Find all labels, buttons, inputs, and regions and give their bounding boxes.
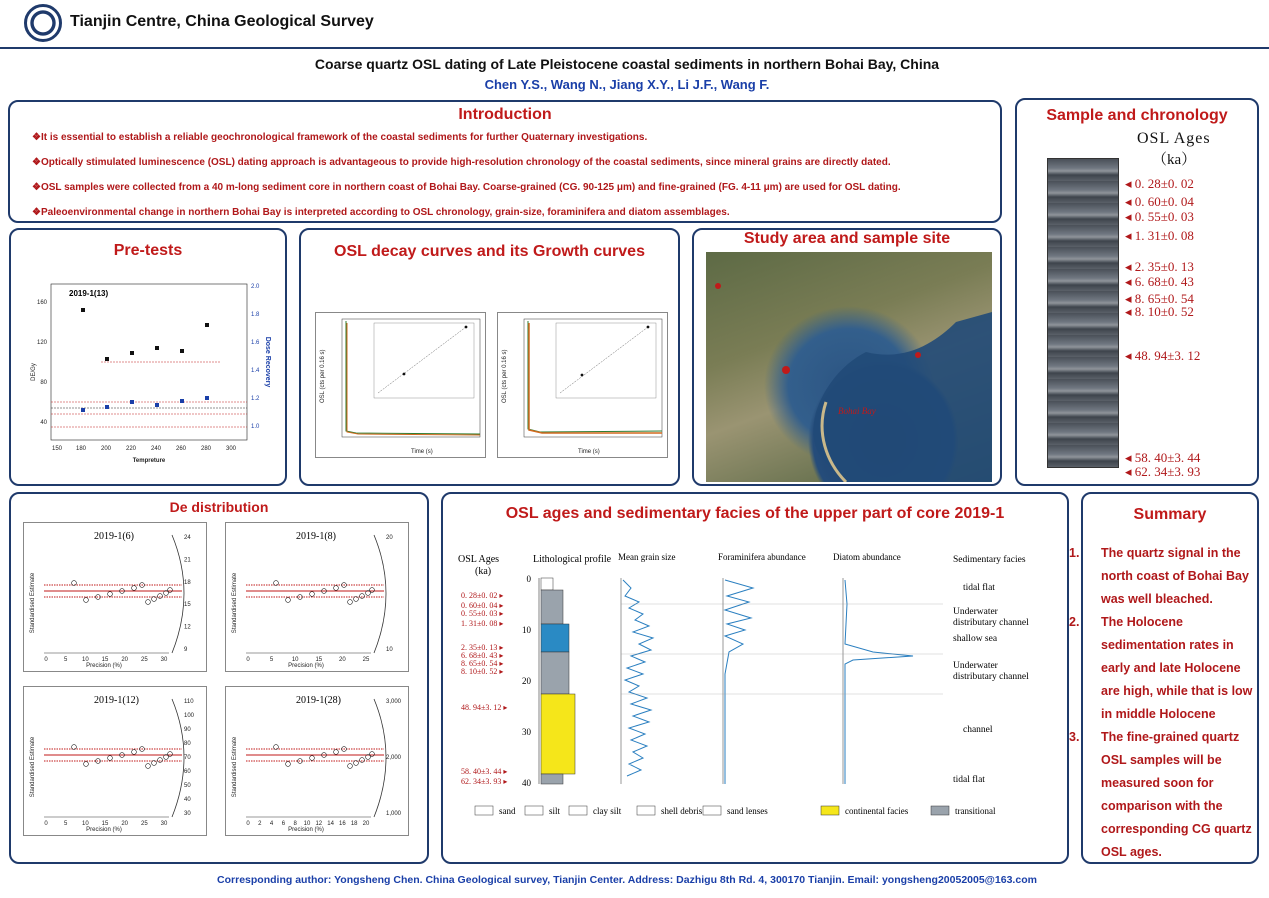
pretests-ylabel: DE/Gy bbox=[31, 363, 37, 381]
pretests-xlabel: Tempreture bbox=[132, 458, 166, 464]
pretests-xtick: 240 bbox=[150, 446, 162, 452]
radial-plot-xtick: 15 bbox=[101, 657, 109, 663]
legend-swatch bbox=[637, 806, 655, 815]
depth-tick: 30 bbox=[522, 727, 531, 737]
recovery-point bbox=[105, 405, 109, 409]
pretests-y2tick: 1.6 bbox=[251, 340, 260, 346]
depth-tick: 0 bbox=[526, 574, 531, 584]
radial-plot-rtick: 70 bbox=[184, 755, 191, 761]
radial-plot-xtick: 15 bbox=[315, 657, 323, 663]
pretests-ytick: 80 bbox=[40, 380, 47, 386]
sample-age: ◂ 6. 68±0. 43 bbox=[1125, 274, 1194, 289]
radial-plot-xtick: 25 bbox=[362, 657, 370, 663]
authors: Chen Y.S., Wang N., Jiang X.Y., Li J.F., Wang F. bbox=[484, 77, 770, 92]
de-circle bbox=[84, 762, 89, 767]
facies-col-grain: Mean grain size bbox=[618, 552, 676, 562]
recovery-point bbox=[81, 408, 85, 412]
sample-age: ◂ 8. 65±0. 54 bbox=[1125, 291, 1194, 306]
radial-plot-xtick: 30 bbox=[160, 657, 168, 663]
org-name: Tianjin Centre, China Geological Survey bbox=[70, 13, 374, 30]
depth-tick: 20 bbox=[522, 676, 531, 686]
pretests-xtick: 300 bbox=[225, 446, 237, 452]
radial-plot-rtick: 20 bbox=[386, 535, 393, 541]
pretests-y2tick: 2.0 bbox=[251, 284, 260, 290]
radial-plot-xtick: 16 bbox=[339, 821, 346, 827]
radial-plot-xtick: 6 bbox=[281, 821, 286, 827]
recovery-point bbox=[130, 400, 134, 404]
depth-tick: 10 bbox=[522, 625, 531, 635]
facies-age: 48. 94±3. 12 ▸ bbox=[461, 703, 508, 712]
pretests-title: Pre-tests bbox=[113, 242, 183, 259]
pretests-xtick: 180 bbox=[75, 446, 87, 452]
pretests-xtick: 220 bbox=[125, 446, 137, 452]
legend-swatch bbox=[475, 806, 493, 815]
decay-ylabel-1: OSL (cts per 0.16 s) bbox=[320, 349, 326, 403]
intro-item: ❖OSL samples were collected from a 40 m-long sediment core in northern coast of Bohai Bay. Coarse-grained (CG. 90-125 μm) and fine-grained (FG. 4-11 μm) are used for OSL dating. bbox=[32, 182, 901, 193]
sample-age: ◂ 2. 35±0. 13 bbox=[1125, 259, 1194, 274]
de-circle bbox=[348, 600, 353, 605]
radial-plot-title: 2019-1(6) bbox=[94, 531, 134, 542]
radial-plot-xtick: 20 bbox=[339, 657, 346, 663]
decay-figure-1 bbox=[315, 312, 486, 458]
de-circle bbox=[348, 764, 353, 769]
facies-label: tidal flat bbox=[963, 583, 995, 593]
facies-label: Underwater distributary channel bbox=[953, 661, 1029, 682]
radial-plot-xtick: 10 bbox=[81, 657, 89, 663]
pretests-ytick: 120 bbox=[36, 340, 47, 346]
intro-item: ❖Paleoenvironmental change in northern Bohai Bay is interpreted according to OSL chronology, grain-size, foraminifera and diatom assemblages. bbox=[32, 207, 730, 218]
radial-plot bbox=[225, 686, 409, 836]
poster-title: Coarse quartz OSL dating of Late Pleistocene coastal sediments in northern Bohai Bay, China bbox=[314, 56, 940, 72]
radial-plot-rtick: 60 bbox=[184, 769, 191, 775]
legend-swatch bbox=[525, 806, 543, 815]
radial-plot-ylabel: Standardised Estimate bbox=[232, 572, 238, 634]
intro-item: ❖It is essential to establish a reliable geochronological framework of the coastal sediments for further Quaternary investigations. bbox=[32, 132, 648, 143]
radial-plot-xtick: 5 bbox=[269, 657, 274, 663]
radial-plot-rtick: 100 bbox=[184, 713, 195, 719]
de-point bbox=[130, 351, 134, 355]
radial-plot-rtick: 1,000 bbox=[386, 811, 402, 817]
legend-swatch bbox=[931, 806, 949, 815]
facies-label: channel bbox=[963, 725, 993, 735]
radial-plot-rtick: 15 bbox=[184, 602, 191, 609]
facies-age: 62. 34±3. 93 ▸ bbox=[461, 777, 508, 786]
radial-plot-xtick: 5 bbox=[63, 821, 68, 827]
radial-plot-xtick: 15 bbox=[101, 821, 109, 827]
de-point bbox=[180, 349, 184, 353]
facies-col-diatom: Diatom abundance bbox=[833, 552, 901, 562]
legend-label: continental facies bbox=[845, 806, 909, 816]
facies-age: 6. 68±0. 43 ▸ bbox=[461, 651, 504, 660]
radial-plot-rtick: 50 bbox=[184, 783, 191, 789]
facies-age: 1. 31±0. 08 ▸ bbox=[461, 619, 504, 628]
de-point bbox=[105, 357, 109, 361]
facies-age: 2. 35±0. 13 ▸ bbox=[461, 643, 504, 652]
radial-plot-xtick: 2 bbox=[258, 821, 262, 827]
de-circle bbox=[132, 750, 137, 755]
sample-age: ◂ 0. 55±0. 03 bbox=[1125, 209, 1194, 224]
sample-age: ◂ 1. 31±0. 08 bbox=[1125, 228, 1194, 243]
de-circle bbox=[370, 752, 375, 757]
pretests-y2label: Dose Recovery bbox=[264, 336, 271, 388]
sample-age: ◂ 0. 28±0. 02 bbox=[1125, 176, 1194, 191]
header-divider bbox=[0, 47, 1269, 49]
sample-panel bbox=[1015, 98, 1259, 486]
pretests-ytick: 160 bbox=[36, 300, 47, 306]
ages-title: OSL Ages bbox=[1137, 130, 1211, 147]
radial-plot-title: 2019-1(12) bbox=[94, 695, 139, 706]
study-panel bbox=[692, 228, 1002, 486]
facies-label: tidal flat bbox=[953, 775, 985, 785]
footer-contact: Corresponding author: Yongsheng Chen. China Geological survey, Tianjin Center. Address: Dazhigu 8th Rd. 4, 300170 Tianjin. Email: yongsheng20052005@163.com bbox=[217, 874, 1037, 886]
summary-panel bbox=[1069, 492, 1259, 864]
pretests-chart bbox=[23, 272, 279, 468]
radial-plot-xtick: 20 bbox=[362, 821, 370, 827]
sample-age: ◂ 62. 34±3. 93 bbox=[1125, 464, 1201, 479]
radial-plot-title: 2019-1(28) bbox=[296, 695, 341, 706]
facies-age: 0. 28±0. 02 ▸ bbox=[461, 591, 504, 600]
radial-plot-rtick: 3,000 bbox=[386, 699, 402, 705]
satellite-map bbox=[706, 252, 992, 482]
radial-plot-rtick: 80 bbox=[184, 741, 191, 747]
radial-plot bbox=[23, 522, 207, 672]
decay-ylabel-2: OSL (cts per 0.16 s) bbox=[502, 349, 508, 403]
de-circle bbox=[334, 750, 339, 755]
bohai-bay-label: Bohai Bay bbox=[838, 406, 876, 416]
de-circle bbox=[168, 752, 173, 757]
radial-plot-xtick: 18 bbox=[350, 821, 358, 827]
sample-age: ◂ 48. 94±3. 12 bbox=[1125, 348, 1201, 363]
radial-plot-rtick: 18 bbox=[184, 579, 191, 586]
radial-plot-xtick: 0 bbox=[44, 657, 48, 663]
summary-title: Summary bbox=[1133, 506, 1207, 523]
radial-plot-xlabel: Precision (%) bbox=[86, 663, 122, 669]
recovery-point bbox=[155, 403, 159, 407]
depth-tick: 40 bbox=[522, 778, 531, 788]
de-point bbox=[205, 323, 209, 327]
radial-plot-xtick: 0 bbox=[246, 657, 250, 663]
de-circle bbox=[132, 586, 137, 591]
introduction-title: Introduction bbox=[458, 106, 552, 123]
de-circle bbox=[108, 592, 113, 597]
facies-label: Underwater distributary channel bbox=[953, 607, 1029, 628]
facies-title: OSL ages and sedimentary facies of the upper part of core 2019-1 bbox=[505, 505, 1005, 522]
de-panel bbox=[9, 492, 429, 864]
radial-plot-xtick: 14 bbox=[327, 821, 334, 827]
pretests-xtick: 280 bbox=[200, 446, 212, 452]
de-circle bbox=[84, 598, 89, 603]
radial-plot-rtick: 12 bbox=[184, 624, 191, 631]
radial-plot-rtick: 24 bbox=[184, 535, 191, 541]
pretests-xtick: 150 bbox=[51, 446, 63, 452]
summary-item: 3. The fine-grained quartz OSL samples will be measured soon for comparison with the corresponding CG quartz OSL ages. bbox=[1069, 730, 1252, 859]
radial-plot-rtick: 90 bbox=[184, 727, 191, 733]
sample-age: ◂ 8. 10±0. 52 bbox=[1125, 304, 1194, 319]
de-circle bbox=[360, 594, 365, 599]
de-circle bbox=[158, 758, 163, 763]
legend-label: sand bbox=[499, 806, 516, 816]
decay-xlabel-2: Time (s) bbox=[578, 449, 600, 455]
de-circle bbox=[370, 588, 375, 593]
facies-age: 58. 40±3. 44 ▸ bbox=[461, 767, 508, 776]
pretests-sample: 2019-1(13) bbox=[69, 289, 109, 298]
legend-label: shell debris bbox=[661, 806, 703, 816]
radial-plot-rtick: 10 bbox=[386, 647, 393, 653]
radial-plot-xtick: 25 bbox=[140, 657, 148, 663]
de-point bbox=[155, 346, 159, 350]
de-circle bbox=[334, 586, 339, 591]
study-title: Study area and sample site bbox=[743, 230, 951, 247]
radial-plot bbox=[225, 522, 409, 672]
de-circle bbox=[168, 588, 173, 593]
pretests-xtick: 200 bbox=[100, 446, 112, 452]
de-circle bbox=[146, 764, 151, 769]
summary-item: 1. The quartz signal in the north coast of Bohai Bay was well bleached. bbox=[1069, 546, 1249, 606]
radial-plot-xtick: 0 bbox=[44, 821, 48, 827]
intro-item: ❖Optically stimulated luminescence (OSL) dating approach is advantageous to provide high-resolution chronology of the coastal sediments, since mineral grains are directly dated. bbox=[32, 157, 891, 168]
pretests-y2tick: 1.2 bbox=[251, 396, 260, 402]
legend-label: clay silt bbox=[593, 806, 622, 816]
radial-plot-xlabel: Precision (%) bbox=[288, 663, 324, 669]
legend-label: sand lenses bbox=[727, 806, 768, 816]
sample-age-list bbox=[1125, 100, 1255, 480]
logo bbox=[24, 4, 62, 42]
legend-swatch bbox=[569, 806, 587, 815]
de-circle bbox=[286, 762, 291, 767]
legend-swatch bbox=[821, 806, 839, 815]
legend-swatch bbox=[703, 806, 721, 815]
de-title: De distribution bbox=[169, 499, 269, 515]
radial-plot-xtick: 10 bbox=[291, 657, 299, 663]
introduction-panel bbox=[8, 100, 1002, 223]
decay-xlabel-1: Time (s) bbox=[411, 449, 433, 455]
facies-col-foram: Foraminifera abundance bbox=[718, 552, 806, 562]
facies-age: 0. 60±0. 04 ▸ bbox=[461, 601, 504, 610]
radial-plot-xtick: 10 bbox=[81, 821, 89, 827]
facies-age: 8. 10±0. 52 ▸ bbox=[461, 667, 504, 676]
radial-plot-xtick: 20 bbox=[121, 657, 129, 663]
core-photo bbox=[1047, 158, 1119, 468]
radial-plot-xtick: 10 bbox=[303, 821, 311, 827]
ages-unit: （ka） bbox=[1152, 152, 1197, 168]
radial-plot-rtick: 2,000 bbox=[386, 755, 402, 761]
radial-plot-xtick: 5 bbox=[63, 657, 68, 663]
facies-age: 0. 55±0. 03 ▸ bbox=[461, 609, 504, 618]
de-circle bbox=[310, 756, 315, 761]
radial-plot bbox=[23, 686, 207, 836]
pretests-y2tick: 1.0 bbox=[251, 424, 260, 430]
pretests-y2tick: 1.4 bbox=[251, 368, 260, 374]
pretests-panel bbox=[9, 228, 287, 486]
radial-plot-rtick: 21 bbox=[184, 557, 191, 564]
decay-title: OSL decay curves and its Growth curves bbox=[334, 243, 645, 260]
radial-plot-xlabel: Precision (%) bbox=[288, 827, 324, 833]
radial-plot-rtick: 9 bbox=[184, 647, 188, 653]
introduction-list bbox=[32, 132, 901, 232]
pretests-xtick: 260 bbox=[175, 446, 187, 452]
radial-plot-xtick: 30 bbox=[160, 821, 168, 827]
radial-plot-ylabel: Standardised Estimate bbox=[30, 572, 36, 634]
de-circle bbox=[310, 592, 315, 597]
radial-plot-xtick: 8 bbox=[293, 821, 297, 827]
radial-plot-xtick: 25 bbox=[140, 821, 148, 827]
de-circle bbox=[146, 600, 151, 605]
radial-plot-xtick: 4 bbox=[269, 821, 274, 827]
radial-plot-ylabel: Standardised Estimate bbox=[232, 736, 238, 798]
radial-plot-title: 2019-1(8) bbox=[296, 531, 336, 542]
sample-title: Sample and chronology bbox=[1046, 107, 1228, 124]
facies-col-litho: Lithological profile bbox=[533, 554, 612, 565]
radial-plot-xtick: 0 bbox=[246, 821, 250, 827]
facies-col-ages: OSL Ages (ka) bbox=[458, 554, 500, 577]
de-circle bbox=[108, 756, 113, 761]
pretests-ytick: 40 bbox=[40, 420, 47, 426]
summary-list bbox=[1069, 542, 1255, 864]
facies-age: 8. 65±0. 54 ▸ bbox=[461, 659, 504, 668]
sample-age: ◂ 58. 40±3. 44 bbox=[1125, 450, 1201, 465]
decay-panel bbox=[299, 228, 680, 486]
radial-plot-xtick: 20 bbox=[121, 821, 129, 827]
radial-plot-rtick: 40 bbox=[184, 797, 191, 803]
facies-panel bbox=[441, 492, 1069, 864]
de-point bbox=[81, 308, 85, 312]
legend-label: silt bbox=[549, 806, 561, 816]
facies-label: shallow sea bbox=[953, 634, 998, 644]
radial-plot-ylabel: Standardised Estimate bbox=[30, 736, 36, 798]
summary-item: 2. The Holocene sedimentation rates in early and late Holocene are high, while that is low in middle Holocene bbox=[1069, 615, 1253, 721]
facies-col-facies: Sedimentary facies bbox=[953, 555, 1026, 565]
pretests-y2tick: 1.8 bbox=[251, 312, 260, 318]
de-circle bbox=[158, 594, 163, 599]
radial-plot-xlabel: Precision (%) bbox=[86, 827, 122, 833]
de-circle bbox=[286, 598, 291, 603]
recovery-point bbox=[180, 399, 184, 403]
decay-figure-2 bbox=[497, 312, 668, 458]
radial-plot-rtick: 30 bbox=[184, 811, 191, 817]
legend-label: transitional bbox=[955, 806, 996, 816]
de-circle bbox=[360, 758, 365, 763]
sample-age: ◂ 0. 60±0. 04 bbox=[1125, 194, 1194, 209]
facies-figure bbox=[453, 544, 1059, 834]
recovery-point bbox=[205, 396, 209, 400]
radial-plot-rtick: 110 bbox=[184, 699, 194, 705]
radial-plot-xtick: 12 bbox=[315, 821, 323, 827]
